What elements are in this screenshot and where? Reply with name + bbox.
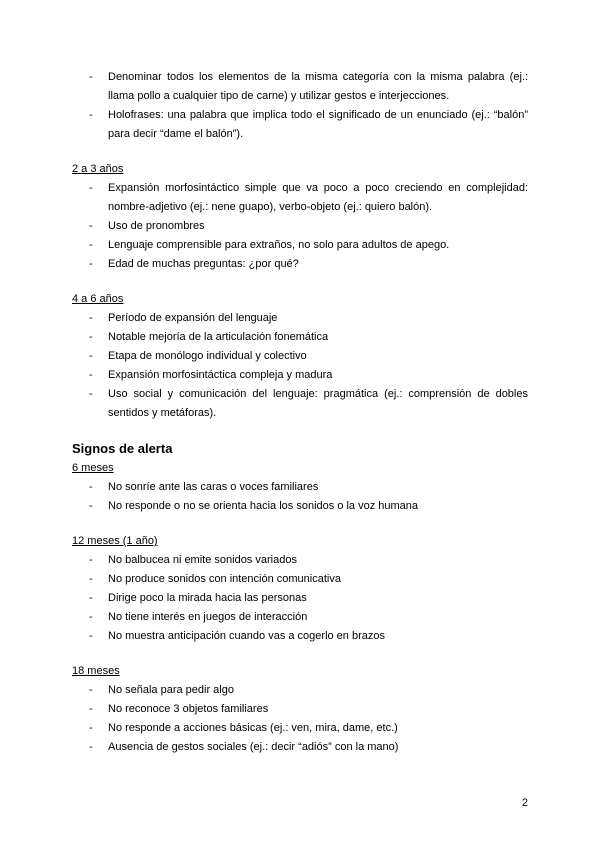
- list-item: - Uso de pronombres: [89, 220, 205, 232]
- list-12-months: [72, 551, 528, 646]
- alert-signs-heading: Signos de alerta: [72, 441, 173, 456]
- list-item: - Dirige poco la mirada hacia las personas: [89, 592, 307, 604]
- section-18-months: [72, 662, 528, 757]
- subheading-12-months: 12 meses (1 año): [72, 535, 158, 547]
- list-item: - No balbucea ni emite sonidos variados: [89, 554, 297, 566]
- list-item: - Uso social y comunicación del lenguaje: pragmática (ej.: comprensión de dobles sentidos y metáforas).: [89, 388, 528, 419]
- list-item: - No tiene interés en juegos de interacción: [89, 611, 308, 623]
- list-item: - Holofrases: una palabra que implica todo el significado de un enunciado (ej.: “balón” para decir “dame el balón”).: [89, 109, 528, 140]
- list-item: - No responde o no se orienta hacia los sonidos o la voz humana: [89, 500, 419, 512]
- section-4-6-years: [72, 290, 528, 423]
- list-item: - Notable mejoría de la articulación fonemática: [89, 331, 329, 343]
- list-item: - Etapa de monólogo individual y colectivo: [89, 350, 307, 362]
- section-2-3-years: [72, 160, 528, 274]
- section-6-months: [72, 459, 528, 516]
- list-item: - No responde a acciones básicas (ej.: ven, mira, dame, etc.): [89, 722, 398, 734]
- section-12-months: [72, 532, 528, 646]
- subheading-4-6-years: 4 a 6 años: [72, 293, 124, 305]
- list-item: - No muestra anticipación cuando vas a cogerlo en brazos: [89, 630, 385, 642]
- list-2-3-years: [72, 179, 528, 274]
- list-item: - Denominar todos los elementos de la misma categoría con la misma palabra (ej.: llama pollo a cualquier tipo de carne) y utilizar gestos e interjecciones.: [89, 71, 528, 102]
- page-content: [72, 68, 528, 757]
- list-item: - Expansión morfosintáctica compleja y madura: [89, 369, 333, 381]
- list-item: - Expansión morfosintáctico simple que va poco a poco creciendo en complejidad: nombre-adjetivo (ej.: nene guapo), verbo-objeto (ej.: quiero balón).: [89, 182, 528, 213]
- list-item: - Período de expansión del lenguaje: [89, 312, 278, 324]
- list-item: - No sonríe ante las caras o voces familiares: [89, 481, 319, 493]
- list-item: - Ausencia de gestos sociales (ej.: decir “adiós” con la mano): [89, 741, 399, 753]
- list-4-6-years: [72, 309, 528, 423]
- list-item: - No produce sonidos con intención comunicativa: [89, 573, 341, 585]
- list-item: - Lenguaje comprensible para extraños, no solo para adultos de apego.: [89, 239, 450, 251]
- list-item: - No señala para pedir algo: [89, 684, 234, 696]
- page-number: 2: [521, 797, 528, 809]
- subheading-2-3-years: 2 a 3 años: [72, 163, 124, 175]
- intro-list: [72, 68, 528, 144]
- subheading-6-months: 6 meses: [72, 462, 114, 474]
- list-6-months: [72, 478, 528, 516]
- list-18-months: [72, 681, 528, 757]
- list-item: - No reconoce 3 objetos familiares: [89, 703, 269, 715]
- list-item: - Edad de muchas preguntas: ¿por qué?: [89, 258, 299, 270]
- subheading-18-months: 18 meses: [72, 665, 120, 677]
